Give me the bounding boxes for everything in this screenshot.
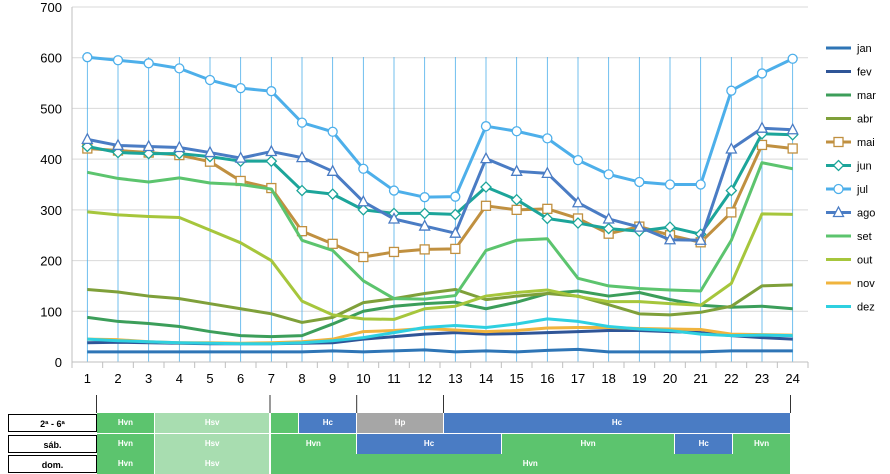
x-tick-label: 24 [785,371,800,386]
tariff-row-label: sáb. [8,435,97,453]
tariff-block-hsv: Hsv [155,413,270,433]
x-tick-label: 18 [601,371,616,386]
x-tick-label: 8 [298,371,306,386]
x-tick-label: 20 [662,371,678,386]
legend-label-fev: fev [857,66,872,79]
x-tick-label: 22 [724,371,739,386]
tariff-block-hvn: Hvn [271,434,357,454]
x-tick-label: 13 [448,371,463,386]
tariff-block-hc: Hc [357,434,501,454]
tariff-block-hsv: Hsv [155,434,270,454]
tariff-block-hp: Hp [357,413,443,433]
tariff-block-hvn: Hvn [97,454,154,474]
tariff-block-hvn: Hvn [271,454,791,474]
legend-label-out: out [857,254,873,267]
x-tick-label: 6 [237,371,245,386]
y-tick-label: 400 [40,152,62,168]
tariff-block-hsv: Hsv [155,454,270,474]
legend-label-jun: jun [857,160,872,173]
tariff-block-hvn: Hvn [97,434,154,454]
x-tick-label: 9 [329,371,337,386]
legend-label-set: set [857,231,872,243]
y-tick-label: 600 [40,50,62,66]
x-tick-label: 21 [693,371,708,386]
legend-label-ago: ago [857,207,876,220]
y-tick-label: 200 [40,253,62,269]
x-tick-label: 15 [509,371,524,386]
y-tick-label: 100 [40,304,62,320]
y-tick-label: 500 [40,101,62,117]
x-tick-label: 3 [145,371,153,386]
tariff-row-label: 2ª - 6ª [8,414,97,432]
tariff-block-hvn: Hvn [97,413,154,433]
x-tick-label: 4 [175,371,183,386]
x-tick-label: 16 [540,371,555,386]
x-tick-label: 7 [267,371,275,386]
x-tick-label: 10 [356,371,371,386]
x-tick-label: 17 [570,371,586,386]
legend-label-jul: jul [857,184,869,196]
x-tick-label: 14 [478,371,494,386]
legend-label-mai: mai [857,137,875,149]
legend-label-abr: abr [857,113,873,126]
tariff-block-hc: Hc [675,434,732,454]
x-tick-label: 12 [417,371,432,386]
x-tick-label: 11 [387,371,401,386]
legend-label-jan: jan [857,43,872,55]
legend-label-mar: mar [857,90,876,102]
x-tick-label: 1 [83,371,91,386]
legend-label-nov: nov [857,278,875,290]
x-tick-label: 23 [754,371,770,386]
tariff-block-hvn: Hvn [733,434,790,454]
x-tick-label: 5 [206,371,214,386]
tariff-block-hvn: Hvn [502,434,675,454]
y-tick-label: 300 [40,202,62,218]
tariff-block-hc: Hc [299,413,356,433]
tariff-row-label: dom. [8,455,97,473]
y-tick-label: 0 [54,355,62,370]
x-tick-label: 19 [632,371,647,386]
tariff-block-hc: Hc [444,413,790,433]
legend-label-dez: dez [857,301,875,314]
x-tick-label: 2 [114,371,122,386]
y-tick-label: 700 [40,0,62,15]
tariff-block-hvn [271,413,299,433]
